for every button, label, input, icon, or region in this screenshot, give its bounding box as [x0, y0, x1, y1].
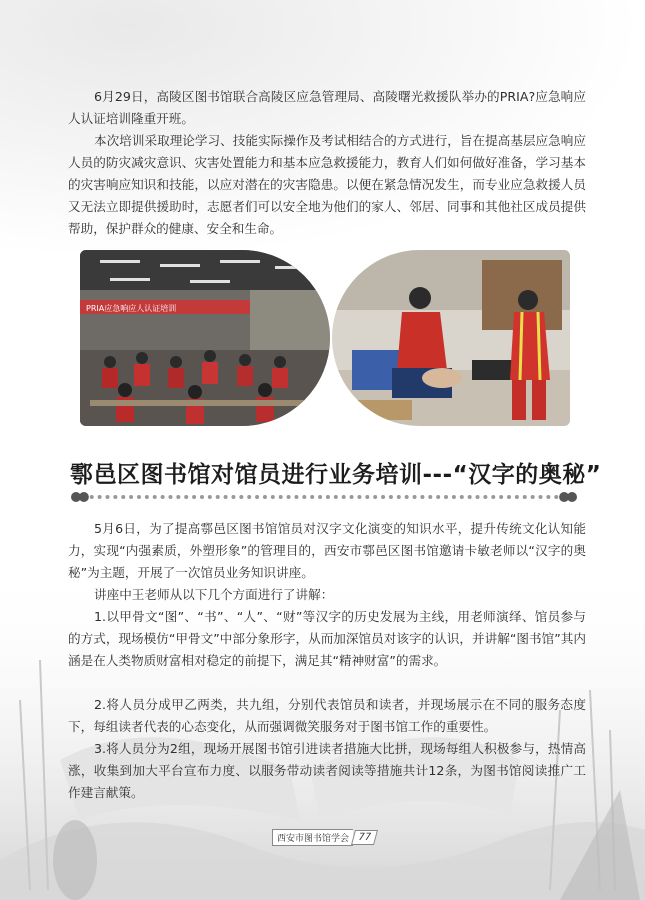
divider-dot — [113, 495, 117, 499]
divider-dot — [523, 495, 527, 499]
divider-dot — [153, 495, 157, 499]
divider-dot — [318, 495, 322, 499]
divider-dot — [444, 495, 448, 499]
article2-point-3: 3.将人员分为2组，现场开展图书馆引进读者措施大比拼，现场每组人积极参与，热情高涨，收集到加大平台宣布力度、以服务带动读者阅读等措施共计12条，为图书馆阅读推广工作建言献策。 — [68, 741, 586, 800]
divider-dot — [357, 495, 361, 499]
divider-dot — [129, 495, 133, 499]
divider-dot — [161, 495, 165, 499]
divider-dot — [79, 492, 89, 502]
classroom-photo — [80, 250, 330, 426]
divider-dot — [491, 495, 495, 499]
divider-dot — [539, 495, 543, 499]
divider-dot — [567, 492, 577, 502]
divider-dot — [176, 495, 180, 499]
divider-dot — [192, 495, 196, 499]
divider-dot — [326, 495, 330, 499]
article1-intro: 6月29日，高陵区图书馆联合高陵区应急管理局、高陵曙光救援队举办的PRIA?应急响应人认证培训隆重开班。 — [68, 89, 586, 126]
divider-dot — [397, 495, 401, 499]
divider-dot — [310, 495, 314, 499]
divider-dot — [137, 495, 141, 499]
divider-dot — [515, 495, 519, 499]
footer-publisher: 西安市图书馆学会 — [272, 829, 353, 846]
divider-dot — [483, 495, 487, 499]
divider-dot — [507, 495, 511, 499]
divider-dot — [98, 495, 102, 499]
divider-dot — [452, 495, 456, 499]
divider-dot — [168, 495, 172, 499]
divider-dot — [546, 495, 550, 499]
divider-dot — [239, 495, 243, 499]
divider-dot — [373, 495, 377, 499]
divider-dot — [342, 495, 346, 499]
divider-dot — [350, 495, 354, 499]
divider-dot — [294, 495, 298, 499]
divider-dot — [184, 495, 188, 499]
divider-dot — [436, 495, 440, 499]
divider-dot — [413, 495, 417, 499]
divider-dot — [247, 495, 251, 499]
divider-dot — [302, 495, 306, 499]
photo-strip — [80, 250, 570, 426]
divider-dot — [90, 495, 94, 499]
divider-dot — [460, 495, 464, 499]
article2-lecture-lead: 讲座中王老师从以下几个方面进行了讲解： — [94, 587, 334, 602]
first-aid-photo — [332, 250, 570, 426]
article2-intro: 5月6日，为了提高鄠邑区图书馆馆员对汉字文化演变的知识水平，提升传统文化认知能力，实现“内强素质，外塑形象”的管理目的，西安市鄠邑区图书馆邀请卡敏老师以“汉字的奥秘”为主题，开展了一次馆员业务知识讲座。 — [68, 521, 586, 580]
dotted-divider — [70, 490, 578, 504]
divider-dot — [224, 495, 228, 499]
divider-dot — [208, 495, 212, 499]
divider-dot — [476, 495, 480, 499]
divider-dot — [200, 495, 204, 499]
article2-point-1: 1.以甲骨文“图”、“书”、“人”、“财”等汉字的历史发展为主线，用老师演绎、馆员参与的方式，现场模仿“甲骨文”中部分象形字，从而加深馆员对该字的认识，并讲解“图书馆”其内涵是在人类物质财富相对稳定的前提下，满足其“精神财富”的需求。 — [68, 609, 586, 668]
article2-point-2: 2.将人员分成甲乙两类，共九组，分别代表馆员和读者，并现场展示在不同的服务态度下，每组读者代表的心态变化，从而强调微笑服务对于图书馆工作的重要性。 — [68, 697, 586, 734]
divider-dot — [554, 495, 558, 499]
classroom-banner-text: PRIA应急响应人认证培训 — [86, 304, 177, 313]
divider-dot — [389, 495, 393, 499]
divider-dot — [263, 495, 267, 499]
divider-dot — [231, 495, 235, 499]
divider-dot — [531, 495, 535, 499]
divider-dot — [145, 495, 149, 499]
divider-dot — [287, 495, 291, 499]
divider-dot — [216, 495, 220, 499]
divider-dot — [499, 495, 503, 499]
divider-dot — [121, 495, 125, 499]
page-number: 77 — [351, 830, 378, 845]
divider-dot — [468, 495, 472, 499]
divider-dot — [405, 495, 409, 499]
divider-dot — [271, 495, 275, 499]
article2-title: 鄠邑区图书馆对馆员进行业务培训---“汉字的奥秘” — [70, 462, 602, 488]
divider-dot — [365, 495, 369, 499]
divider-dot — [255, 495, 259, 499]
divider-dot — [428, 495, 432, 499]
divider-dot — [279, 495, 283, 499]
divider-dot — [381, 495, 385, 499]
divider-dot — [334, 495, 338, 499]
divider-dot — [105, 495, 109, 499]
article1-body: 本次培训采取理论学习、技能实际操作及考试相结合的方式进行，旨在提高基层应急响应人员的防灾减灾意识、灾害处置能力和基本应急救援能力，教育人们如何做好准备，学习基本的灾害响应知识和技能，以应对潜在的灾害隐患。以便在紧急情况发生，而专业应急救援人员又无法立即提供援助时，志愿者们可以安全地为他们的家人、邻居、同事和其他社区成员提供帮助，保护群众的健康、安全和生命。 — [68, 133, 586, 236]
divider-dot — [420, 495, 424, 499]
page-footer — [272, 828, 376, 846]
